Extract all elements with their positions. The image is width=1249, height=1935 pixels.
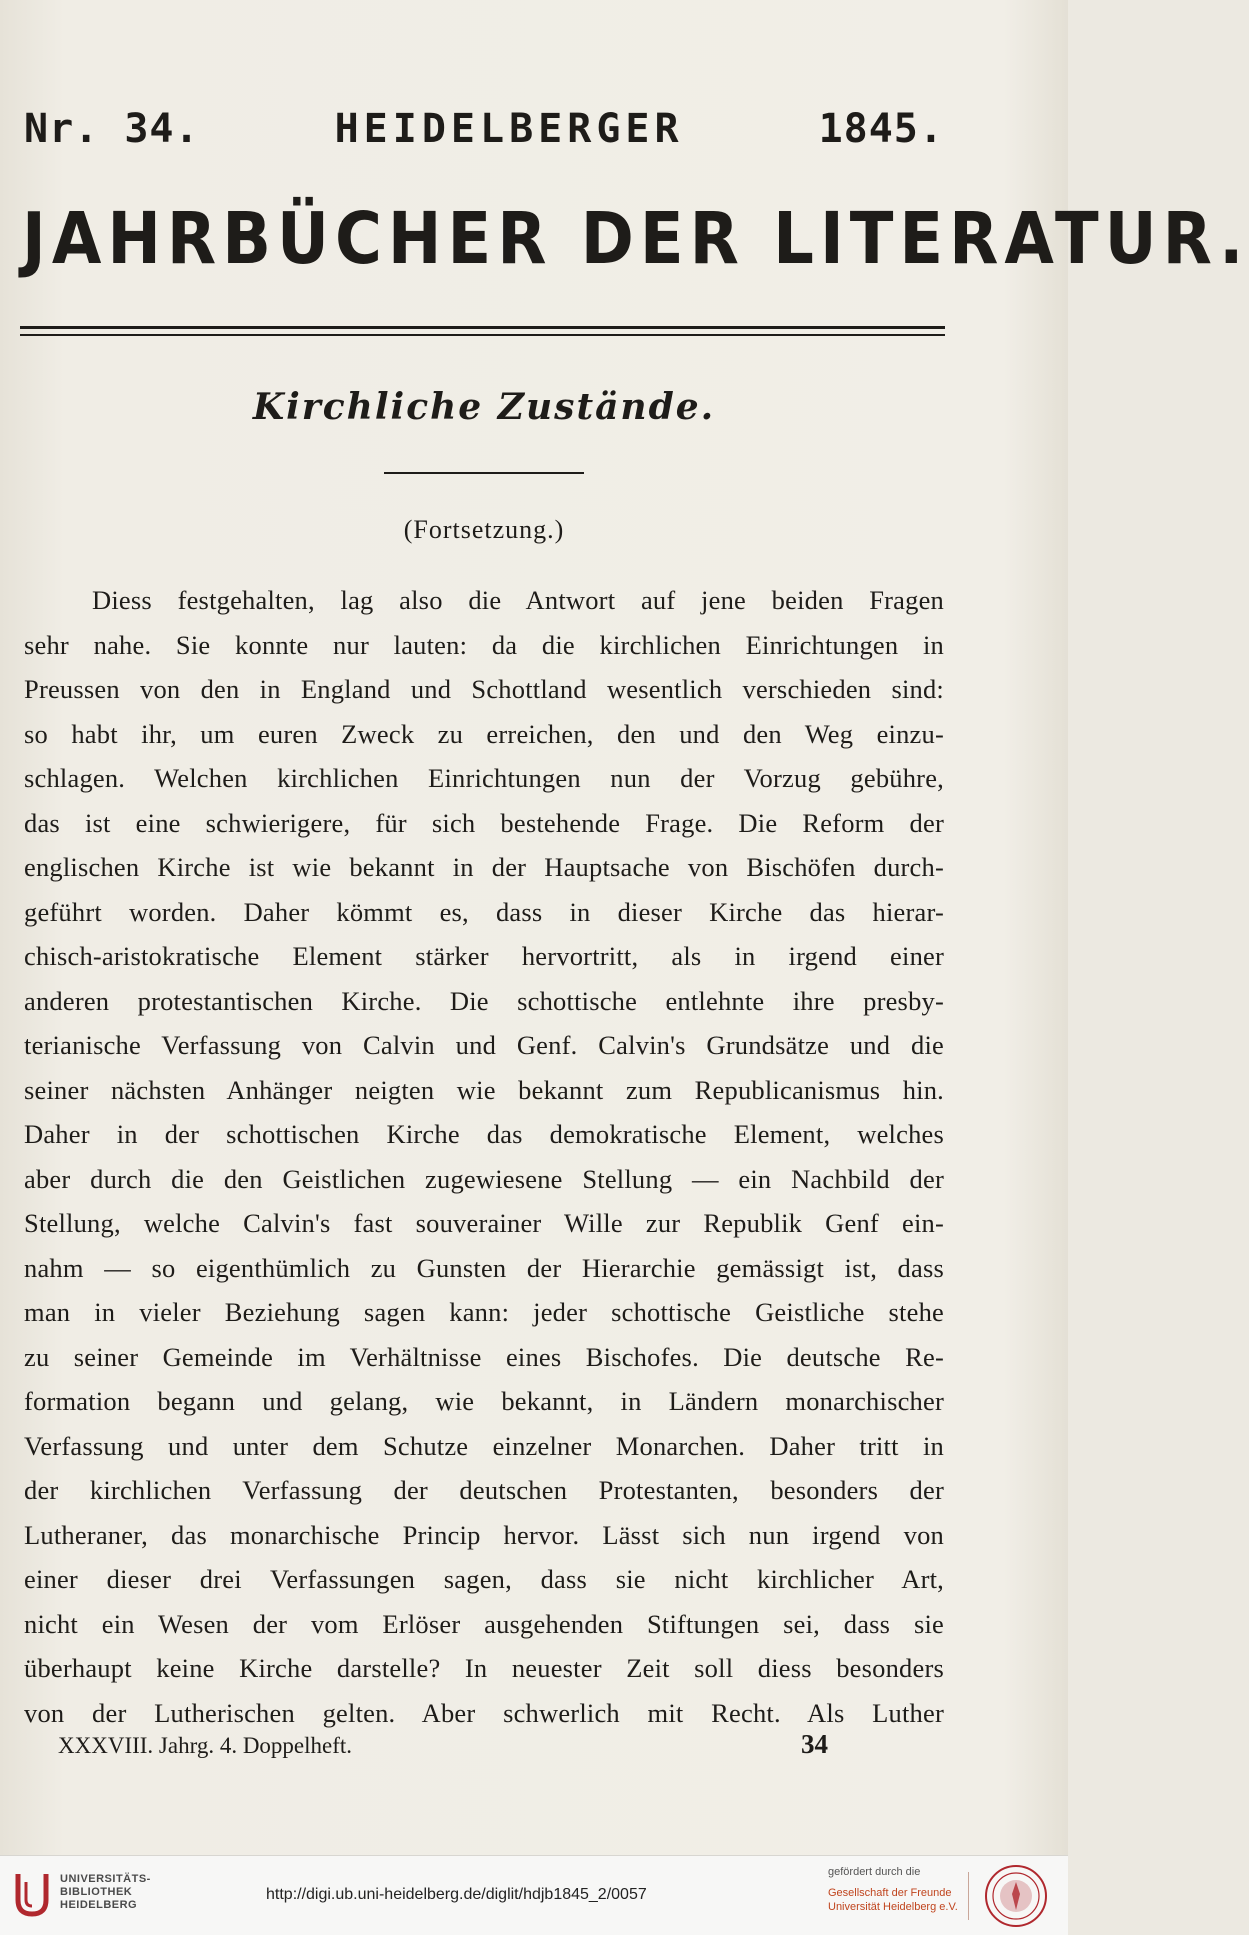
sponsor-divider — [968, 1872, 969, 1920]
issue-number: Nr. 34. — [24, 106, 200, 152]
sponsor-name-line: Universität Heidelberg e.V. — [828, 1901, 958, 1913]
text-line: anderen protestantischen Kirche. Die schottische entlehnte ihre presby- — [24, 985, 944, 1016]
viewer-footer-bar — [0, 1855, 1068, 1935]
text-line: chisch-aristokratische Element stärker hervortritt, als in irgend einer — [24, 941, 944, 971]
text-line: überhaupt keine Kirche darstelle? In neuester Zeit soll diess besonders — [24, 1653, 944, 1683]
article-body — [24, 578, 944, 1735]
continuation-note: (Fortsetzung.) — [403, 515, 565, 544]
text-line: der kirchlichen Verfassung der deutschen Protestanten, besonders der — [24, 1475, 944, 1505]
university-library-name — [60, 1873, 151, 1912]
text-line: Preussen von den in England und Schottland wesentlich verschieden sind: — [24, 674, 944, 704]
text-line: so habt ihr, um euren Zweck zu erreichen, den und den Weg einzu- — [24, 718, 944, 749]
title-rule-divider — [384, 472, 584, 474]
issue-year: 1845. — [818, 106, 944, 152]
text-line: man in vieler Beziehung sagen kann: jeder schottische Geistliche stehe — [24, 1297, 944, 1327]
double-rule-divider — [20, 326, 945, 336]
text-line: Lutheraner, das monarchische Princip hervor. Lässt sich nun irgend von — [24, 1519, 944, 1550]
masthead-row — [24, 106, 944, 152]
text-line: Stellung, welche Calvin's fast souverainer Wille zur Republik Genf ein- — [24, 1208, 944, 1238]
volume-info: XXXVIII. Jahrg. 4. Doppelheft. — [58, 1733, 353, 1758]
page-footer — [58, 1729, 828, 1760]
text-line: Daher in der schottischen Kirche das demokratische Element, welches — [24, 1119, 944, 1149]
university-seal-icon — [984, 1864, 1048, 1928]
text-line: geführt worden. Daher kömmt es, dass in dieser Kirche das hierar- — [24, 896, 944, 927]
text-line: zu seiner Gemeinde im Verhältnisse eines Bischofes. Die deutsche Re- — [24, 1341, 944, 1372]
text-line: seiner nächsten Anhänger neigten wie bekannt zum Republicanismus hin. — [24, 1074, 944, 1105]
text-line: formation begann und gelang, wie bekannt, in Ländern monarchischer — [24, 1386, 944, 1416]
library-name-line: BIBLIOTHEK — [60, 1886, 133, 1898]
text-line: Diess festgehalten, lag also die Antwort auf jene beiden Fragen — [92, 585, 944, 615]
text-line: terianische Verfassung von Calvin und Genf. Calvin's Grundsätze und die — [24, 1030, 944, 1060]
text-line: Verfassung und unter dem Schutze einzelner Monarchen. Daher tritt in — [24, 1430, 944, 1461]
journal-title: JAHRBÜCHER DER LITERATUR. — [22, 198, 1249, 281]
text-line: von der Lutherischen gelten. Aber schwerlich mit Recht. Als Luther — [24, 1697, 944, 1728]
text-line: einer dieser drei Verfassungen sagen, dass sie nicht kirchlicher Art, — [24, 1564, 944, 1594]
library-name-line: UNIVERSITÄTS- — [60, 1873, 151, 1885]
library-name-line: HEIDELBERG — [60, 1899, 138, 1911]
sponsor-label: gefördert durch die — [828, 1866, 921, 1878]
sponsor-name[interactable] — [828, 1886, 958, 1914]
text-line: schlagen. Welchen kirchlichen Einrichtungen nun der Vorzug gebühre, — [24, 763, 944, 793]
text-line: nahm — so eigenthümlich zu Gunsten der Hierarchie gemässigt ist, dass — [24, 1252, 944, 1283]
text-line: sehr nahe. Sie konnte nur lauten: da die kirchlichen Einrichtungen in — [24, 629, 944, 660]
text-line: das ist eine schwierigere, für sich bestehende Frage. Die Reform der — [24, 807, 944, 838]
masthead-name: HEIDELBERGER — [334, 106, 684, 152]
permalink-url[interactable]: http://digi.ub.uni-heidelberg.de/diglit/hdjb1845_2/0057 — [266, 1886, 647, 1903]
article-title: Kirchliche Zustände. — [252, 386, 716, 428]
text-line: englischen Kirche ist wie bekannt in der Hauptsache von Bischöfen durch- — [24, 852, 944, 882]
signature-number: 34 — [801, 1729, 828, 1759]
sponsor-name-line: Gesellschaft der Freunde — [828, 1887, 952, 1899]
text-line: nicht ein Wesen der vom Erlöser ausgehenden Stiftungen sei, dass sie — [24, 1608, 944, 1639]
university-library-logo-icon[interactable] — [12, 1870, 52, 1922]
text-line: aber durch die den Geistlichen zugewiesene Stellung — ein Nachbild der — [24, 1163, 944, 1194]
